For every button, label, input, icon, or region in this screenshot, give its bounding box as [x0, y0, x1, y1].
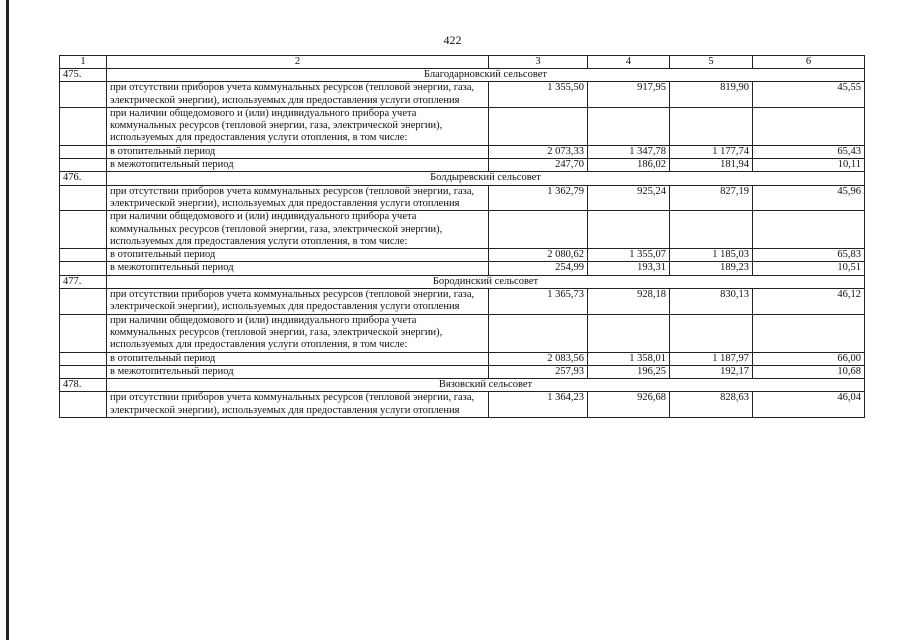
value-cell-6: 46,04 [753, 392, 865, 418]
description-cell: в межотопительный период [107, 365, 489, 378]
value-cell-3: 2 080,62 [489, 249, 588, 262]
value-cell-5: 828,63 [670, 392, 753, 418]
number-cell [60, 365, 107, 378]
value-cell-6 [753, 314, 865, 352]
description-cell: при отсутствии приборов учета коммунальных ресурсов (тепловой энергии, газа, электрической энергии), используемых для предоставления услуги отопления [107, 185, 489, 211]
value-cell-4 [588, 107, 670, 145]
table-row [60, 82, 865, 108]
column-header-3: 3 [489, 56, 588, 69]
value-cell-4: 1 358,01 [588, 352, 670, 365]
number-cell [60, 107, 107, 145]
value-cell-5 [670, 107, 753, 145]
number-cell [60, 185, 107, 211]
value-cell-6: 46,12 [753, 289, 865, 315]
table-body [60, 69, 865, 418]
table-row [60, 145, 865, 158]
number-cell [60, 289, 107, 315]
table-row [60, 289, 865, 315]
value-cell-3 [489, 314, 588, 352]
value-cell-4: 186,02 [588, 159, 670, 172]
value-cell-6: 45,96 [753, 185, 865, 211]
left-margin-rule [6, 0, 9, 640]
section-title: Болдыревский сельсовет [107, 172, 865, 185]
section-title: Благодарновский сельсовет [107, 69, 865, 82]
description-cell: в отопительный период [107, 352, 489, 365]
value-cell-4 [588, 211, 670, 249]
section-number: 477. [60, 275, 107, 288]
column-header-1: 1 [60, 56, 107, 69]
table-row [60, 249, 865, 262]
table-row [60, 211, 865, 249]
number-cell [60, 211, 107, 249]
table-row [60, 159, 865, 172]
section-row [60, 69, 865, 82]
table-row [60, 352, 865, 365]
value-cell-5: 1 187,97 [670, 352, 753, 365]
column-header-2: 2 [107, 56, 489, 69]
number-cell [60, 82, 107, 108]
value-cell-3: 254,99 [489, 262, 588, 275]
table-row [60, 392, 865, 418]
description-cell: при наличии общедомового и (или) индивидуального прибора учета коммунальных ресурсов (тепловой энергии, газа, электрической энергии), используемых для предоставления услуги отопления, в том числе: [107, 107, 489, 145]
value-cell-6: 66,00 [753, 352, 865, 365]
section-number: 476. [60, 172, 107, 185]
page-number: 422 [443, 33, 462, 47]
number-cell [60, 159, 107, 172]
number-cell [60, 145, 107, 158]
table-row [60, 185, 865, 211]
value-cell-5: 192,17 [670, 365, 753, 378]
value-cell-3: 1 364,23 [489, 392, 588, 418]
value-cell-4: 926,68 [588, 392, 670, 418]
section-number: 478. [60, 379, 107, 392]
value-cell-6: 10,68 [753, 365, 865, 378]
value-cell-5: 830,13 [670, 289, 753, 315]
table-row [60, 107, 865, 145]
section-row [60, 379, 865, 392]
value-cell-5: 181,94 [670, 159, 753, 172]
number-cell [60, 352, 107, 365]
description-cell: в межотопительный период [107, 159, 489, 172]
table-row [60, 262, 865, 275]
value-cell-4: 1 355,07 [588, 249, 670, 262]
value-cell-3: 1 365,73 [489, 289, 588, 315]
value-cell-3 [489, 107, 588, 145]
value-cell-4: 196,25 [588, 365, 670, 378]
number-cell [60, 392, 107, 418]
value-cell-5 [670, 211, 753, 249]
description-cell: в отопительный период [107, 145, 489, 158]
table-row [60, 314, 865, 352]
value-cell-6: 45,55 [753, 82, 865, 108]
number-cell [60, 249, 107, 262]
value-cell-3: 1 362,79 [489, 185, 588, 211]
section-row [60, 172, 865, 185]
table-row [60, 365, 865, 378]
value-cell-4: 1 347,78 [588, 145, 670, 158]
description-cell: при отсутствии приборов учета коммунальных ресурсов (тепловой энергии, газа, электрической энергии), используемых для предоставления услуги отопления [107, 289, 489, 315]
value-cell-6: 10,51 [753, 262, 865, 275]
value-cell-3: 2 083,56 [489, 352, 588, 365]
column-header-5: 5 [670, 56, 753, 69]
value-cell-3: 247,70 [489, 159, 588, 172]
value-cell-3: 2 073,33 [489, 145, 588, 158]
value-cell-4: 928,18 [588, 289, 670, 315]
description-cell: при отсутствии приборов учета коммунальных ресурсов (тепловой энергии, газа, электрической энергии), используемых для предоставления услуги отопления [107, 82, 489, 108]
value-cell-6: 65,43 [753, 145, 865, 158]
number-cell [60, 262, 107, 275]
column-header-4: 4 [588, 56, 670, 69]
value-cell-3: 1 355,50 [489, 82, 588, 108]
section-row [60, 275, 865, 288]
value-cell-6: 10,11 [753, 159, 865, 172]
value-cell-5: 1 185,03 [670, 249, 753, 262]
description-cell: при наличии общедомового и (или) индивидуального прибора учета коммунальных ресурсов (тепловой энергии, газа, электрической энергии), используемых для предоставления услуги отопления, в том числе: [107, 314, 489, 352]
value-cell-6 [753, 211, 865, 249]
value-cell-4: 925,24 [588, 185, 670, 211]
section-title: Вязовский сельсовет [107, 379, 865, 392]
column-header-6: 6 [753, 56, 865, 69]
value-cell-4: 193,31 [588, 262, 670, 275]
description-cell: в межотопительный период [107, 262, 489, 275]
value-cell-6 [753, 107, 865, 145]
value-cell-5 [670, 314, 753, 352]
value-cell-5: 189,23 [670, 262, 753, 275]
column-header-row [60, 56, 865, 69]
value-cell-5: 827,19 [670, 185, 753, 211]
section-title: Бородинский сельсовет [107, 275, 865, 288]
tariff-table [59, 55, 865, 418]
section-number: 475. [60, 69, 107, 82]
description-cell: при отсутствии приборов учета коммунальных ресурсов (тепловой энергии, газа, электрической энергии), используемых для предоставления услуги отопления [107, 392, 489, 418]
value-cell-6: 65,83 [753, 249, 865, 262]
description-cell: при наличии общедомового и (или) индивидуального прибора учета коммунальных ресурсов (тепловой энергии, газа, электрической энергии), используемых для предоставления услуги отопления, в том числе: [107, 211, 489, 249]
value-cell-3: 257,93 [489, 365, 588, 378]
value-cell-4: 917,95 [588, 82, 670, 108]
value-cell-5: 1 177,74 [670, 145, 753, 158]
number-cell [60, 314, 107, 352]
value-cell-3 [489, 211, 588, 249]
value-cell-4 [588, 314, 670, 352]
value-cell-5: 819,90 [670, 82, 753, 108]
description-cell: в отопительный период [107, 249, 489, 262]
